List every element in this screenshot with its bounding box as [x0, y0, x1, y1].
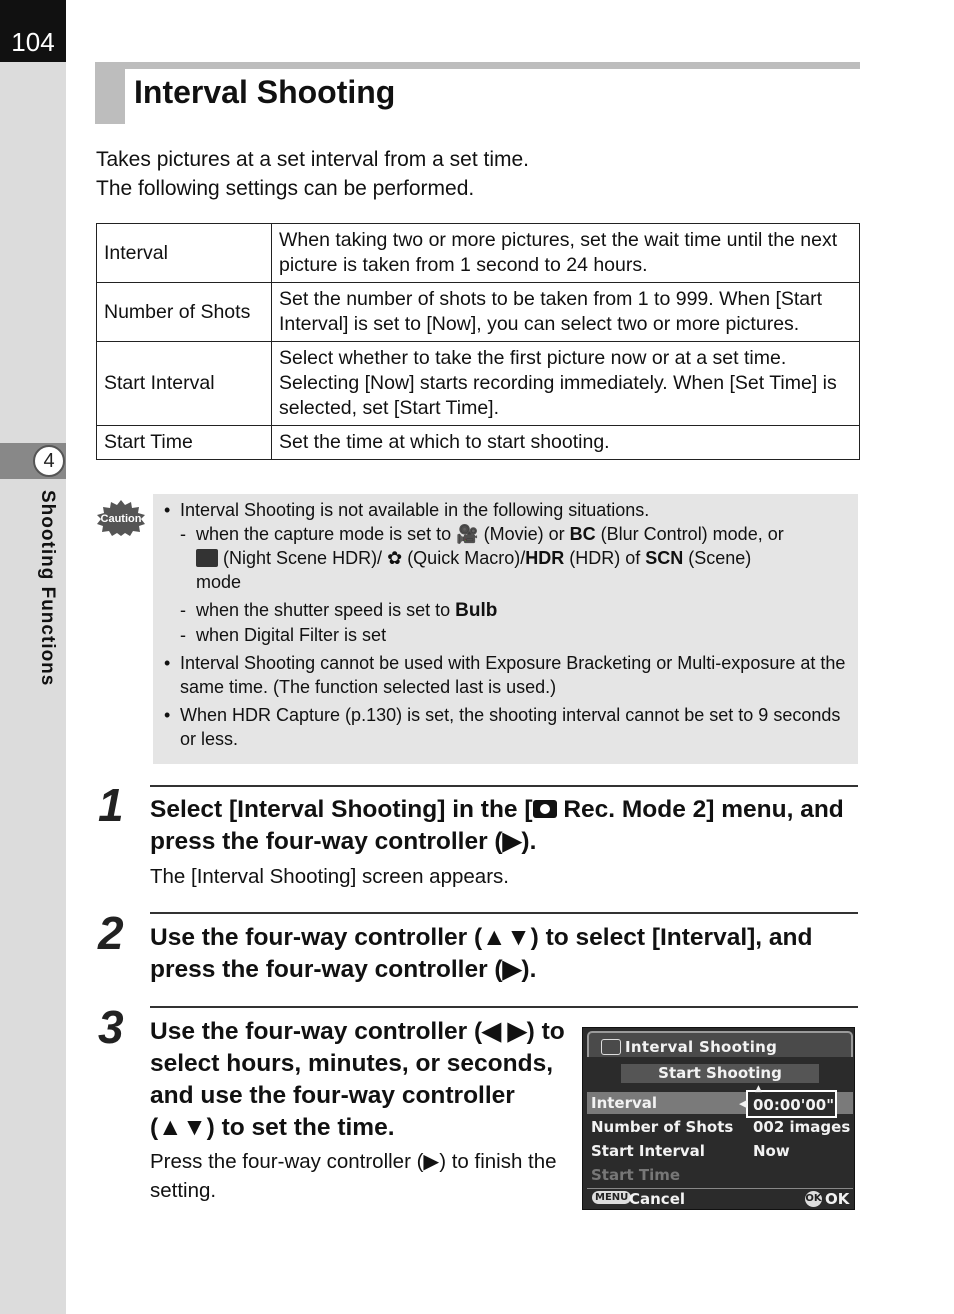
caution-icon [96, 500, 146, 536]
table-row [97, 426, 860, 460]
step-rule [150, 785, 858, 787]
hdr-icon: HDR [525, 548, 565, 568]
title-rule [95, 62, 860, 69]
step-number: 1 [98, 779, 124, 831]
quick-macro-icon: ✿ [387, 548, 403, 568]
setting-desc: Select whether to take the first picture now or at a set time. Selecting [Now] starts recording immediately. When [Set Time] is selected, set [Start Time]. [272, 342, 860, 426]
step-rule [150, 912, 858, 914]
title-accent [95, 62, 125, 124]
table-row [97, 224, 860, 283]
scene-icon: SCN [645, 548, 684, 568]
row-label: Number of Shots [591, 1118, 734, 1136]
caution-box [153, 494, 858, 764]
start-shooting-button[interactable]: Start Shooting [621, 1064, 819, 1083]
setting-key: Number of Shots [97, 283, 272, 342]
caution-text: (Movie) or [483, 524, 565, 544]
intro-text [96, 145, 529, 203]
intro-line: The following settings can be performed. [96, 177, 475, 200]
page-title: Interval Shooting [134, 74, 396, 110]
caution-bullet: • When HDR Capture (p.130) is set, the shooting interval cannot be set to 9 seconds or less. [164, 703, 848, 751]
screen-tab [587, 1031, 853, 1057]
setting-desc: When taking two or more pictures, set the wait time until the next picture is taken from 1 second to 24 hours. [272, 224, 860, 283]
movie-icon: 🎥 [456, 524, 479, 544]
caution-bullet: • Interval Shooting cannot be used with Exposure Bracketing or Multi-exposure at the same time. (The function selected last is used.) [164, 651, 848, 699]
row-value: Now [753, 1142, 790, 1160]
step-heading: Use the four-way controller (▲▼) to select [Interval], and press the four-way controller (▶). [150, 924, 813, 983]
setting-key: Start Time [97, 426, 272, 460]
caution-text: (HDR) of [569, 548, 641, 568]
step-body: The [Interval Shooting] screen appears. [150, 865, 509, 888]
caution-text: (Scene) [688, 548, 752, 568]
caution-text: when the capture mode is set to [196, 524, 452, 544]
intro-line: Takes pictures at a set interval from a set time. [96, 148, 530, 171]
table-row [97, 283, 860, 342]
chapter-label: Shooting Functions [37, 490, 58, 687]
row-label: Interval [591, 1094, 658, 1112]
caution-text: when the shutter speed is set to [196, 600, 451, 620]
table-row [97, 342, 860, 426]
caution-text: (Quick Macro)/ [407, 548, 526, 568]
setting-desc: Set the number of shots to be taken from 1 to 999. When [Start Interval] is set to [Now], you can select two or more pictures. [272, 283, 860, 342]
interval-shooting-icon [601, 1039, 621, 1055]
step-number: 3 [98, 1001, 124, 1053]
row-value: 002 images [753, 1118, 851, 1136]
step-rule [150, 1006, 858, 1008]
camera-icon [533, 800, 557, 818]
screen-title: Interval Shooting [625, 1038, 778, 1056]
ok-label[interactable]: OK [825, 1190, 850, 1208]
caution-icon-label: Caution [100, 513, 142, 525]
step-body: Press the four-way controller (▶) to finish the setting. [150, 1150, 557, 1202]
interval-value-field[interactable] [739, 1084, 837, 1118]
step-heading-text: Select [Interval Shooting] in the [ [150, 796, 533, 823]
night-scene-hdr-icon [196, 549, 218, 567]
interval-value: 00:00'00" [753, 1096, 835, 1114]
caution-text: mode [196, 572, 242, 592]
menu-button-icon: MENU [592, 1191, 631, 1204]
row-label: Start Interval [591, 1142, 705, 1160]
cancel-label[interactable]: Cancel [629, 1190, 686, 1208]
caution-subitem [164, 522, 848, 594]
screen-footer [587, 1189, 853, 1209]
caution-text: (Night Scene HDR)/ [223, 548, 383, 568]
menu-row-number-of-shots[interactable] [587, 1116, 853, 1138]
camera-screen [582, 1027, 855, 1210]
page-number: 104 [0, 0, 66, 62]
bulb-label: Bulb [455, 600, 498, 621]
menu-row-start-time [587, 1164, 853, 1186]
caution-subitem [164, 598, 848, 623]
setting-key: Interval [97, 224, 272, 283]
step-heading [150, 794, 858, 858]
arrow-left-icon: ◀ [739, 1097, 748, 1110]
row-label: Start Time [591, 1166, 681, 1184]
step-heading-text: Rec. Mode 2] menu, and press the four-way controller (▶). [150, 796, 844, 855]
setting-key: Start Interval [97, 342, 272, 426]
caution-text: (Blur Control) mode, or [600, 524, 784, 544]
ok-button-icon: OK [805, 1191, 822, 1207]
settings-table [96, 223, 860, 460]
step-heading: Use the four-way controller (◀ ▶) to select hours, minutes, or seconds, and use the four-way controller (▲▼) to set the time. [150, 1018, 565, 1141]
menu-row-start-interval[interactable] [587, 1140, 853, 1162]
arrow-up-icon: ▲ [755, 1084, 762, 1094]
blur-control-icon: BC [569, 524, 596, 544]
caution-bullet: • Interval Shooting is not available in the following situations. [164, 498, 848, 522]
chapter-number: 4 [33, 445, 65, 477]
setting-desc: Set the time at which to start shooting. [272, 426, 860, 460]
caution-subitem: - when Digital Filter is set [164, 623, 848, 647]
step-number: 2 [98, 907, 124, 959]
